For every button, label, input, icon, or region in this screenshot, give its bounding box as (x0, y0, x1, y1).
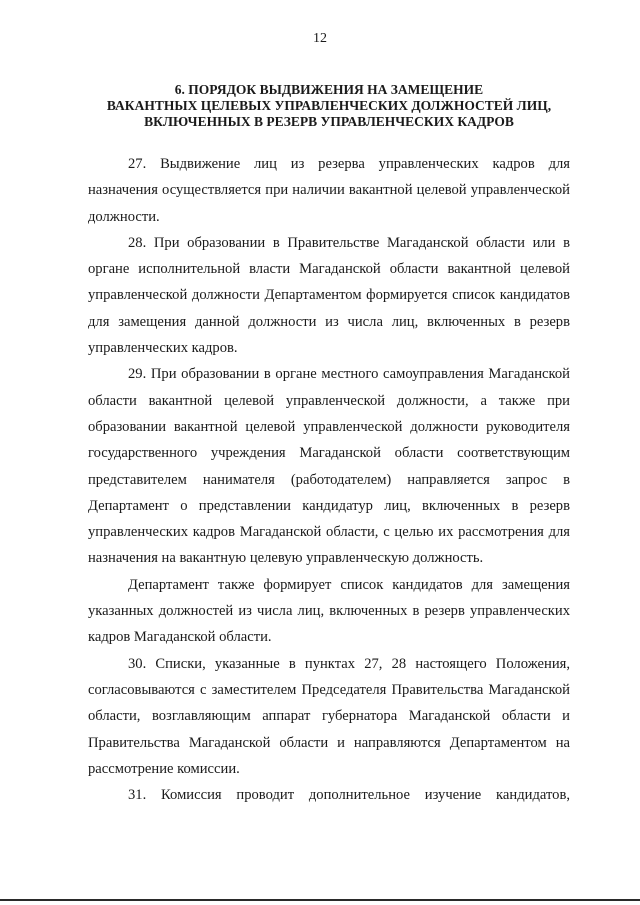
paragraph-30: 30. Списки, указанные в пунктах 27, 28 настоящего Положения, согласовываются с заместителем Председателя Правительства Магаданской области, возглавляющим аппарат губернатора Магаданской области и Правительства Магаданской области и направляются Департаментом на рассмотрение комиссии. (88, 655, 570, 777)
section-heading-line: ВКЛЮЧЕННЫХ В РЕЗЕРВ УПРАВЛЕНЧЕСКИХ КАДРОВ (144, 114, 514, 129)
paragraph-29: 29. При образовании в органе местного самоуправления Магаданской области вакантной целевой управленческой должности, а также при образовании вакантной целевой управленческой должности руководителя государственного учреждения Магаданской области соответствующим представителем нанимателя (работодателем) направляется запрос в Департамент о представлении кандидатур лиц, включенных в резерв управленческих кадров Магаданской области, с целью их рассмотрения для назначения на вакантную целевую управленческую должность. (88, 366, 570, 567)
section-heading-line: ВАКАНТНЫХ ЦЕЛЕВЫХ УПРАВЛЕНЧЕСКИХ ДОЛЖНОСТЕЙ ЛИЦ, (106, 98, 552, 113)
paragraph-27: 27. Выдвижение лиц из резерва управленческих кадров для назначения осуществляется при наличии вакантной целевой управленческой должности. (88, 156, 570, 225)
scan-edge-line (0, 899, 640, 901)
paragraph-31: 31. Комиссия проводит дополнительное изучение кандидатов, (128, 787, 570, 804)
paragraph-department: Департамент также формирует список кандидатов для замещения указанных должностей из числа лиц, включенных в резерв управленческих кадров Магаданской области. (88, 576, 570, 646)
section-heading (88, 82, 570, 130)
document-body (88, 151, 570, 808)
paragraph-28: 28. При образовании в Правительстве Магаданской области или в органе исполнительной власти Магаданской области вакантной целевой управленческой должности Департаментом формируется список кандидатов для замещения данной должности из числа лиц, включенных в резерв управленческих кадров. (88, 234, 570, 357)
section-heading-line: 6. ПОРЯДОК ВЫДВИЖЕНИЯ НА ЗАМЕЩЕНИЕ (174, 82, 484, 97)
page-number: 12 (313, 31, 327, 46)
